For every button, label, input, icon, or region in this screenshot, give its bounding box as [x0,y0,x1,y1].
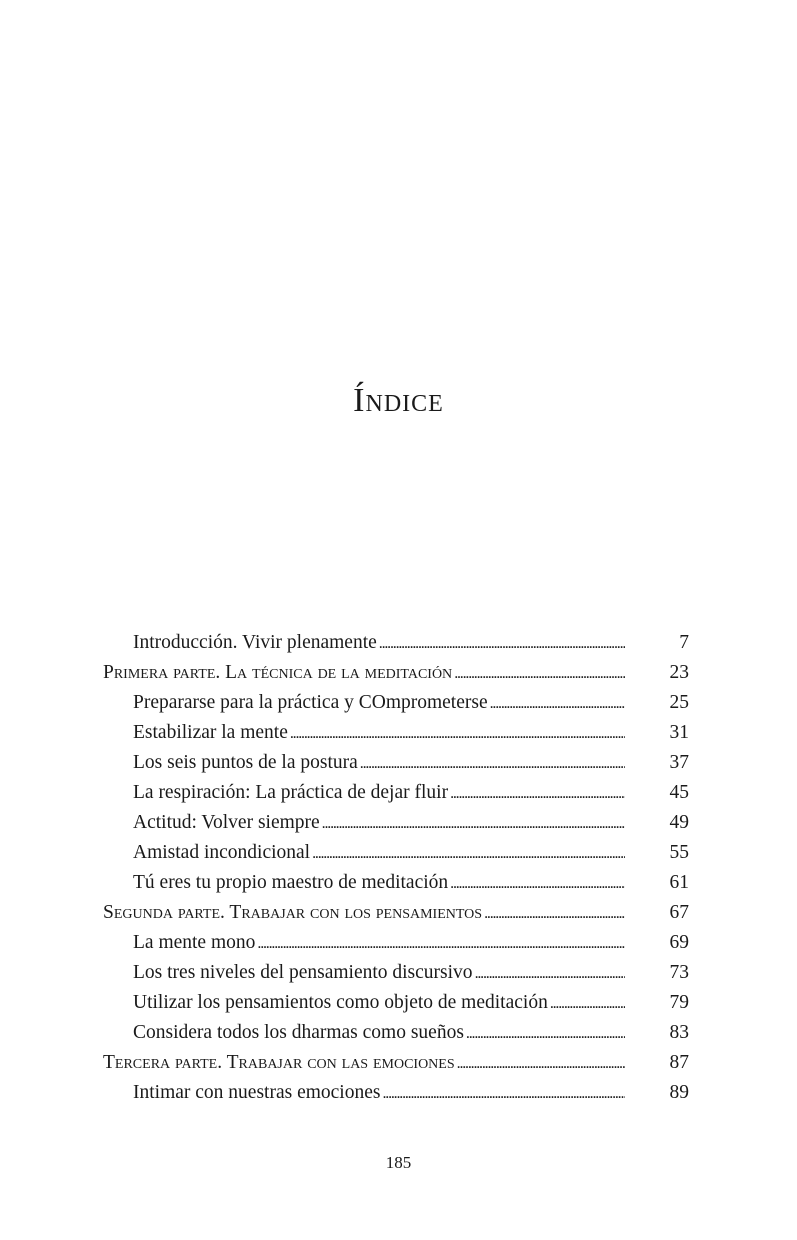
toc-entry-page: 73 [669,962,689,983]
toc-entry-title: Intimar con nuestras emociones [133,1082,381,1103]
toc-entry-title: Introducción. Vivir plenamente [133,632,377,653]
dot-leader [484,898,625,928]
toc-entry-page: 23 [669,662,689,683]
toc-entry-title: Estabilizar la mente [133,722,288,743]
toc-entry-page: 61 [669,872,689,893]
toc-entry [103,628,689,658]
dot-leader [450,778,625,808]
toc-entry-title: Prepararse para la práctica y COmprometerse [133,692,488,713]
toc-entry-page: 83 [669,1022,689,1043]
table-of-contents [103,628,689,1108]
dot-leader [450,868,625,898]
toc-entry-page: 31 [669,722,689,743]
toc-entry [103,988,689,1018]
dot-leader [454,658,625,688]
toc-entry-title: Los tres niveles del pensamiento discursivo [133,962,473,983]
toc-entry-title: Tercera parte. Trabajar con las emociones [103,1052,455,1073]
toc-entry-page: 45 [669,782,689,803]
toc-part-entry [103,658,689,688]
dot-leader [382,1078,625,1108]
toc-entry-title: Utilizar los pensamientos como objeto de meditación [133,992,548,1013]
toc-entry-title: La respiración: La práctica de dejar fluir [133,782,449,803]
toc-entry [103,868,689,898]
toc-part-entry [103,898,689,928]
toc-entry-page: 55 [669,842,689,863]
toc-entry [103,838,689,868]
toc-entry-page: 79 [669,992,689,1013]
dot-leader [360,748,625,778]
toc-entry-page: 87 [669,1052,689,1073]
toc-entry-page: 69 [669,932,689,953]
toc-entry-page: 25 [669,692,689,713]
toc-entry-title: Actitud: Volver siempre [133,812,320,833]
dot-leader [550,988,625,1018]
toc-entry [103,748,689,778]
toc-entry-title: Tú eres tu propio maestro de meditación [133,872,449,893]
dot-leader [466,1018,625,1048]
toc-entry [103,1078,689,1108]
dot-leader [475,958,625,988]
toc-entry-page: 37 [669,752,689,773]
dot-leader [257,928,625,958]
dot-leader [490,688,625,718]
toc-part-entry [103,1048,689,1078]
toc-entry-title: Amistad incondicional [133,842,311,863]
dot-leader [312,838,625,868]
toc-entry [103,808,689,838]
toc-entry [103,958,689,988]
dot-leader [322,808,625,838]
toc-entry [103,1018,689,1048]
toc-entry-title: Primera parte. La técnica de la meditación [103,662,453,683]
dot-leader [379,628,625,658]
toc-entry-page: 67 [669,902,689,923]
toc-entry-title: Los seis puntos de la postura [133,752,358,773]
toc-entry-title: Segunda parte. Trabajar con los pensamientos [103,902,483,923]
toc-entry-title: La mente mono [133,932,256,953]
dot-leader [290,718,625,748]
page-number: 185 [385,1153,412,1172]
toc-entry-page: 7 [679,632,689,653]
toc-entry [103,688,689,718]
page-title: Índice [353,382,444,419]
toc-entry-page: 49 [669,812,689,833]
toc-entry-page: 89 [669,1082,689,1103]
toc-entry [103,718,689,748]
toc-entry [103,778,689,808]
dot-leader [457,1048,625,1078]
toc-entry [103,928,689,958]
toc-entry-title: Considera todos los dharmas como sueños [133,1022,464,1043]
